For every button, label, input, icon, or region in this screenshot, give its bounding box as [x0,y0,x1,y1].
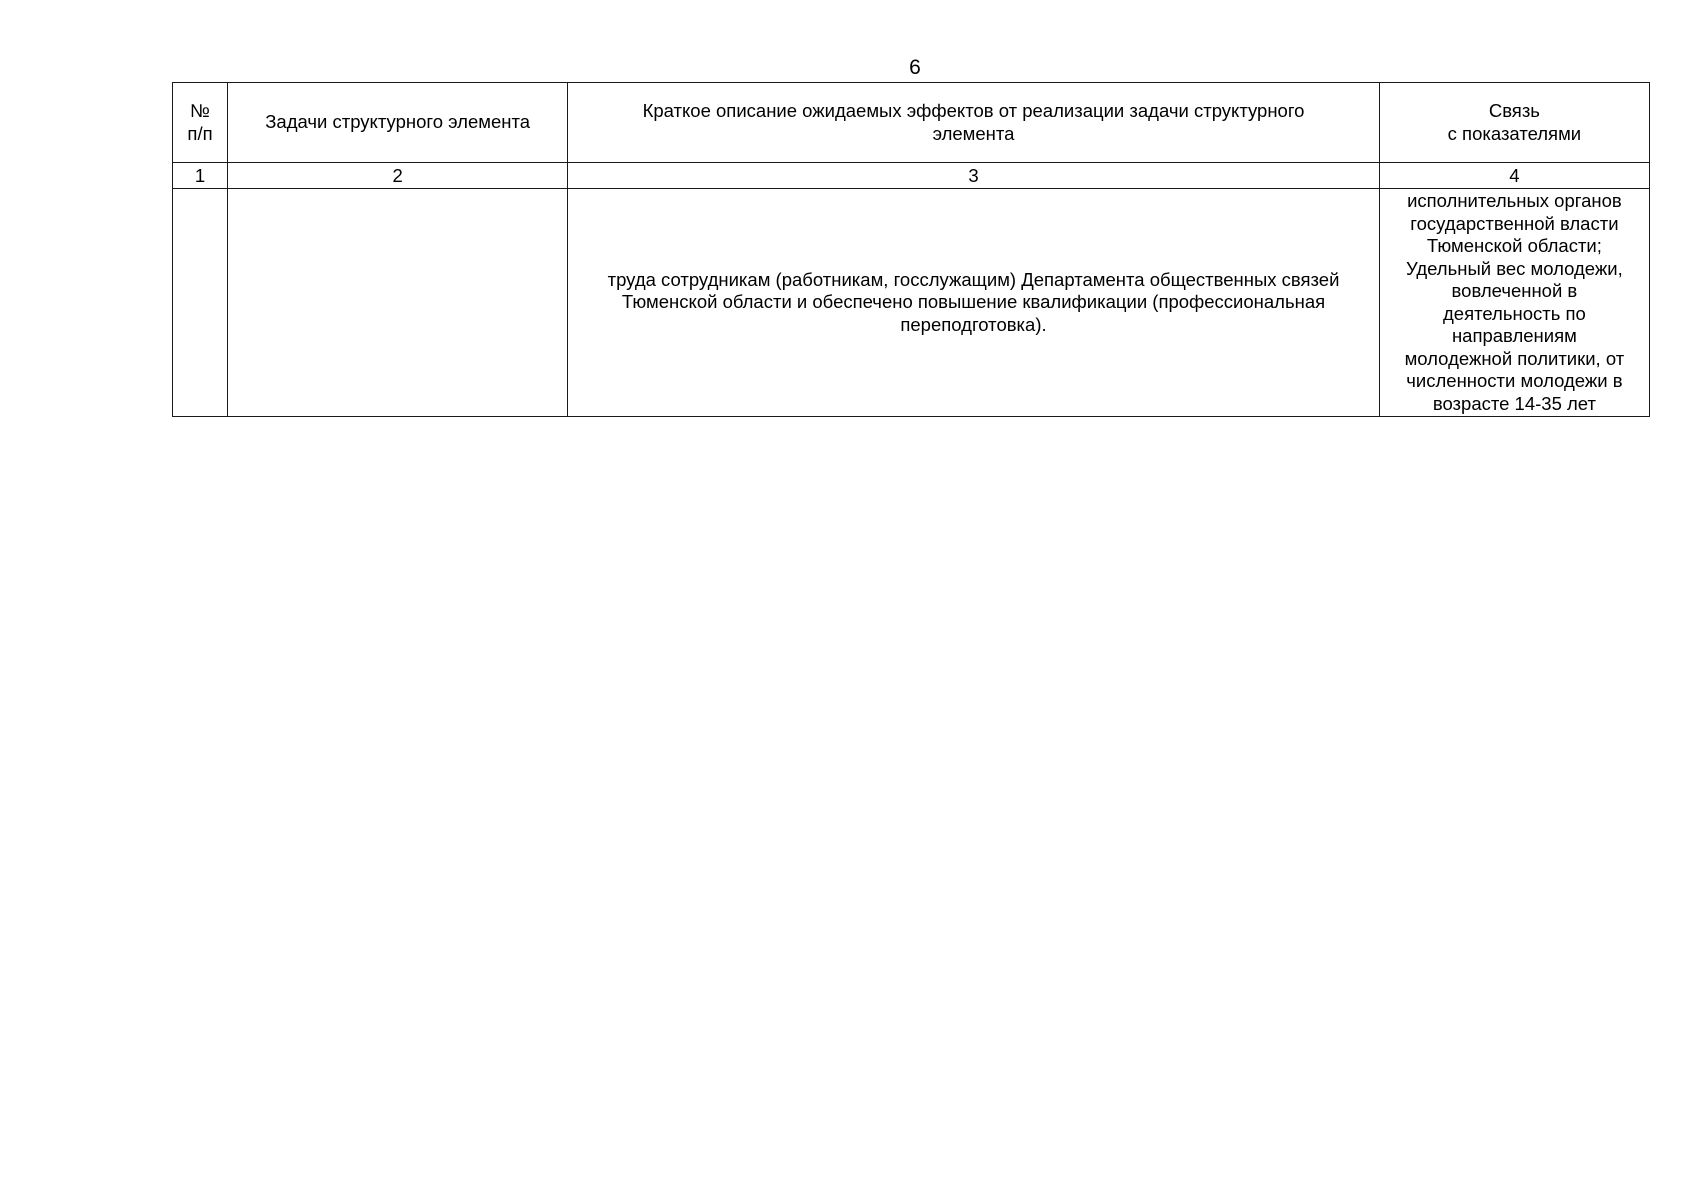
indicator-line: деятельность по [1443,302,1586,324]
header-number-line: № [190,100,210,121]
indicator-line: возрасте 14-35 лет [1432,392,1596,414]
column-number: 2 [228,163,568,189]
indicator-line: численности молодежи в [1406,370,1623,391]
indicator-line: исполнительных органов [1407,190,1622,211]
table-header-row [173,83,1650,163]
row-number-cell [173,189,228,417]
header-number [173,83,228,163]
indicator-line: государственной власти [1410,212,1619,234]
column-number: 1 [173,163,228,189]
table-row [173,189,1650,417]
structural-element-table [172,82,1650,417]
header-indicators-line: Связь [1488,100,1540,121]
column-number-row [173,163,1650,189]
column-number: 4 [1379,163,1649,189]
row-indicators-cell [1379,189,1649,417]
row-effects-cell: труда сотрудникам (работникам, госслужащим) Департамента общественных связей Тюменской области и обеспечено повышение квалификации (профессиональная переподготовка). [568,189,1380,417]
header-tasks-line: Задачи структурного элемента [265,111,531,133]
header-number-line: п/п [187,122,213,144]
header-effects-line: элемента [932,122,1015,144]
indicator-line: Удельный вес молодежи, [1406,257,1623,279]
header-effects-line: Краткое описание ожидаемых эффектов от реализации задачи структурного [642,100,1305,121]
header-effects [568,83,1380,163]
header-indicators [1379,83,1649,163]
indicator-line: направлениям [1451,325,1577,346]
header-tasks [228,83,568,163]
page-number: 6 [909,56,921,79]
column-number: 3 [568,163,1380,189]
row-task-cell [228,189,568,417]
indicator-line: молодежной политики, от [1404,347,1625,369]
header-indicators-line: с показателями [1447,122,1582,144]
indicator-line: вовлеченной в [1451,280,1578,301]
indicator-line: Тюменской области; [1426,235,1602,256]
